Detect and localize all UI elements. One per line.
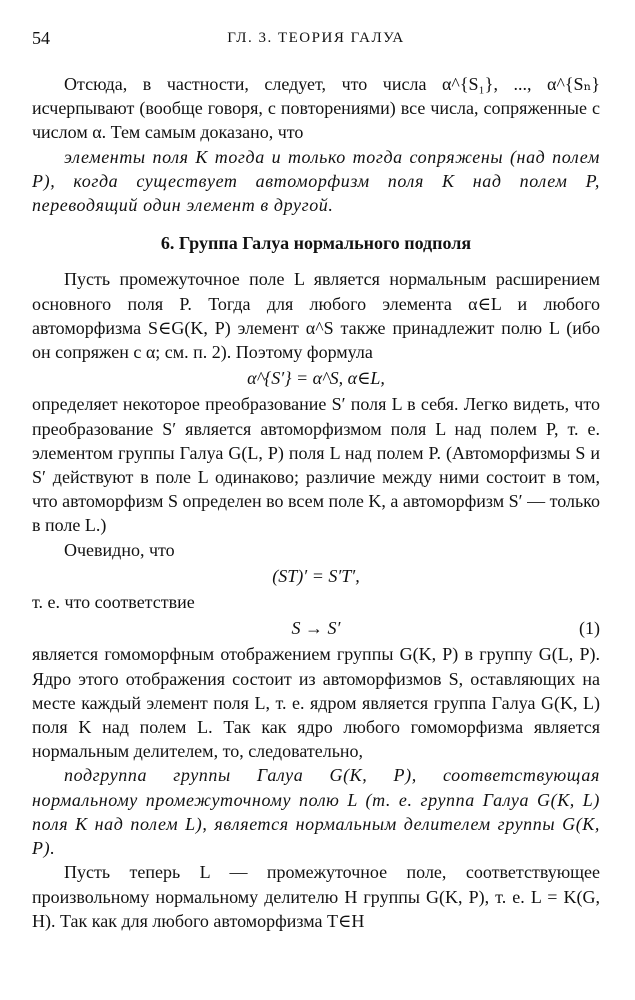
equation-number: (1) (579, 618, 600, 639)
formula-product: (ST)′ = S′T′, (272, 565, 360, 586)
paragraph-9: Пусть теперь L — промежуточное поле, соответствующее произвольному нормальному делителю H группы G(K, P), т. е. L = K(G, H). Так как для любого автоморфизма T∈H (32, 862, 600, 931)
paragraph-7: является гомоморфным отображением группы G(K, P) в группу G(L, P). Ядро этого отображения состоит из автоморфизмов S, оставляющих на месте каждый элемент поля L, т. е. ядром является группа Галуа G(K, L) поля K над полем L. Так как ядро любого гомоморфизма является нормальным делителем, то, следовательно, (32, 644, 600, 762)
theorem-conjugate-elements: элементы поля K тогда и только тогда сопряжены (над полем P), когда существует автоморфизм поля K над полем P, переводящий один элемент в другой. (32, 146, 600, 216)
page-body (32, 72, 600, 933)
paragraph-6: т. е. что соответствие (32, 592, 195, 613)
theorem-normal-subgroup: подгруппа группы Галуа G(K, P), соответствующая нормальному промежуточному полю L (т. е. группа Галуа G(K, L) поля K над полем L), является нормальным делителем группы G(K, P). (32, 765, 600, 859)
running-head: ГЛ. 3. ТЕОРИЯ ГАЛУА (227, 30, 405, 46)
paragraph-5: Очевидно, что (64, 539, 175, 560)
page-header (32, 28, 600, 52)
paragraph-1: Отсюда, в частности, следует, что числа α^{S₁}, ..., α^{Sₙ} исчерпывают (вообще говоря, с повторениями) все числа, сопряженные с числом α. Тем самым доказано, что (32, 74, 600, 143)
formula-correspondence (32, 616, 600, 640)
paragraph-3: Пусть промежуточное поле L является нормальным расширением основного поля P. Тогда для любого элемента α∈L и любого автоморфизма S∈G(K, P) элемент α^S также принадлежит полю L (ибо он сопряжен с α; см. п. 2). Поэтому формула (32, 269, 600, 363)
page-number: 54 (32, 28, 50, 48)
formula-automorphism-restriction: α^{S′} = α^S, α∈L, (247, 368, 385, 389)
paragraph-4: определяет некоторое преобразование S′ поля L в себя. Легко видеть, что преобразование S′ является автоморфизмом поля L над полем P, т. е. элементом группы Галуа G(L, P) поля L над полем P. (Автоморфизмы S и S′ действуют в поле L одинаково; различие между ними состоит в том, что автоморфизм S определен во всем поле K, а автоморфизм S′ — только в поле L.) (32, 394, 600, 536)
formula-correspondence-text: S → S′ (291, 618, 341, 639)
page (32, 28, 600, 931)
section-title: 6. Группа Галуа нормального подполя (160, 233, 472, 254)
